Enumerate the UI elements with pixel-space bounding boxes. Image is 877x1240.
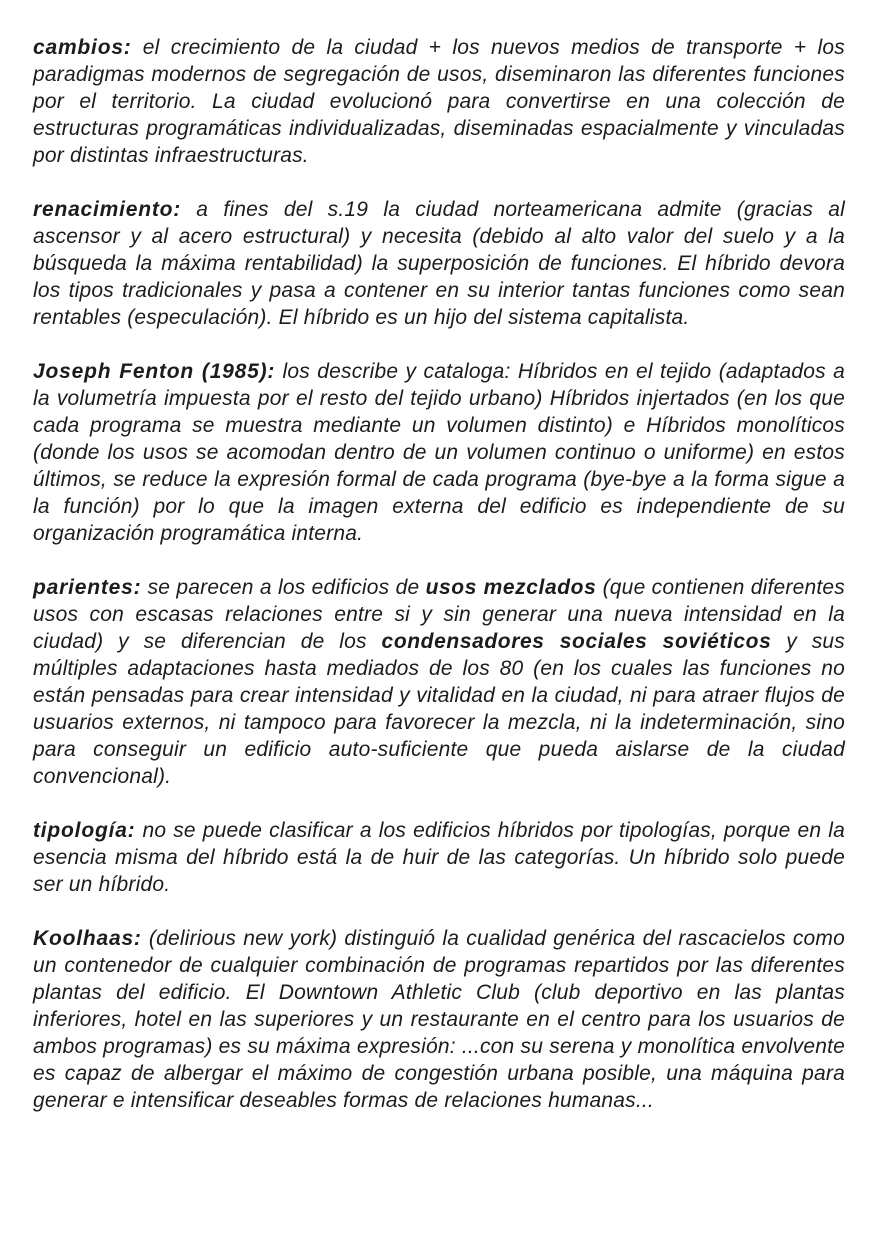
paragraph-fenton: [33, 358, 845, 547]
term-joseph-fenton: Joseph Fenton (1985):: [33, 360, 276, 383]
paragraph-text: el crecimiento de la ciudad + los nuevos medios de transporte + los paradigmas modernos de segregación de usos, diseminaron las diferentes funciones por el territorio. La ciudad evolucionó para convertirse en una colección de estructuras programáticas individualizadas, diseminadas espacialmente y vinculadas por distintas infraestructuras.: [33, 36, 845, 167]
paragraph-text: y sus múltiples adaptaciones hasta mediados de los 80 (en los cuales las funciones no están pensadas para crear intensidad y vitalidad en la ciudad, ni para atraer flujos de usuarios externos, ni tampoco para favorecer la mezcla, ni la indeterminación, sino para conseguir un edificio auto-suficiente que pueda aislarse de la ciudad convencional).: [33, 630, 845, 788]
paragraph-text: los describe y cataloga: Híbridos en el tejido (adaptados a la volumetría impuesta por el resto del tejido urbano) Híbridos injertados (en los que cada programa se muestra mediante un volumen distinto) e Híbridos monolíticos (donde los usos se acomodan dentro de un volumen continuo o uniforme) en estos últimos, se reduce la expresión formal de cada programa (bye-bye a la forma sigue a la función) por lo que la imagen externa del edificio es independiente de su organización programática interna.: [33, 360, 845, 545]
paragraph-parientes: [33, 574, 845, 790]
term-cambios: cambios:: [33, 36, 132, 59]
emphasis-condensadores-sociales: condensadores sociales soviéticos: [381, 630, 772, 653]
term-koolhaas: Koolhaas:: [33, 927, 142, 950]
paragraph-text: (que contienen diferentes usos con escasas relaciones entre si y sin generar una nueva intensidad en la ciudad) y se diferencian de los: [33, 576, 845, 653]
term-parientes: parientes:: [33, 576, 142, 599]
paragraph-cambios: [33, 34, 845, 169]
paragraph-text: se parecen a los edificios de: [141, 576, 426, 599]
term-renacimiento: renacimiento:: [33, 198, 182, 221]
paragraph-text: (delirious new york) distinguió la cualidad genérica del rascacielos como un contenedor de cualquier combinación de programas repartidos por las diferentes plantas del edificio. El Downtown Athletic Club (club deportivo en las plantas inferiores, hotel en las superiores y un restaurante en el centro para los usuarios de ambos programas) es su máxima expresión: ...con su serena y monolítica envolvente es capaz de albergar el máximo de congestión urbana posible, una máquina para generar e intensificar deseables formas de relaciones humanas...: [33, 927, 845, 1112]
document-page: [33, 34, 845, 1141]
paragraph-text: no se puede clasificar a los edificios híbridos por tipologías, porque en la esencia misma del híbrido está la de huir de las categorías. Un híbrido solo puede ser un híbrido.: [33, 819, 845, 896]
paragraph-tipologia: [33, 817, 845, 898]
paragraph-koolhaas: [33, 925, 845, 1114]
term-tipologia: tipología:: [33, 819, 136, 842]
paragraph-renacimiento: [33, 196, 845, 331]
emphasis-usos-mezclados: usos mezclados: [425, 576, 597, 599]
paragraph-text: a fines del s.19 la ciudad norteamericana admite (gracias al ascensor y al acero estructural) y necesita (debido al alto valor del suelo y a la búsqueda la máxima rentabilidad) la superposición de funciones. El híbrido devora los tipos tradicionales y pasa a contener en su interior tantas funciones como sean rentables (especulación). El híbrido es un hijo del sistema capitalista.: [33, 198, 845, 329]
